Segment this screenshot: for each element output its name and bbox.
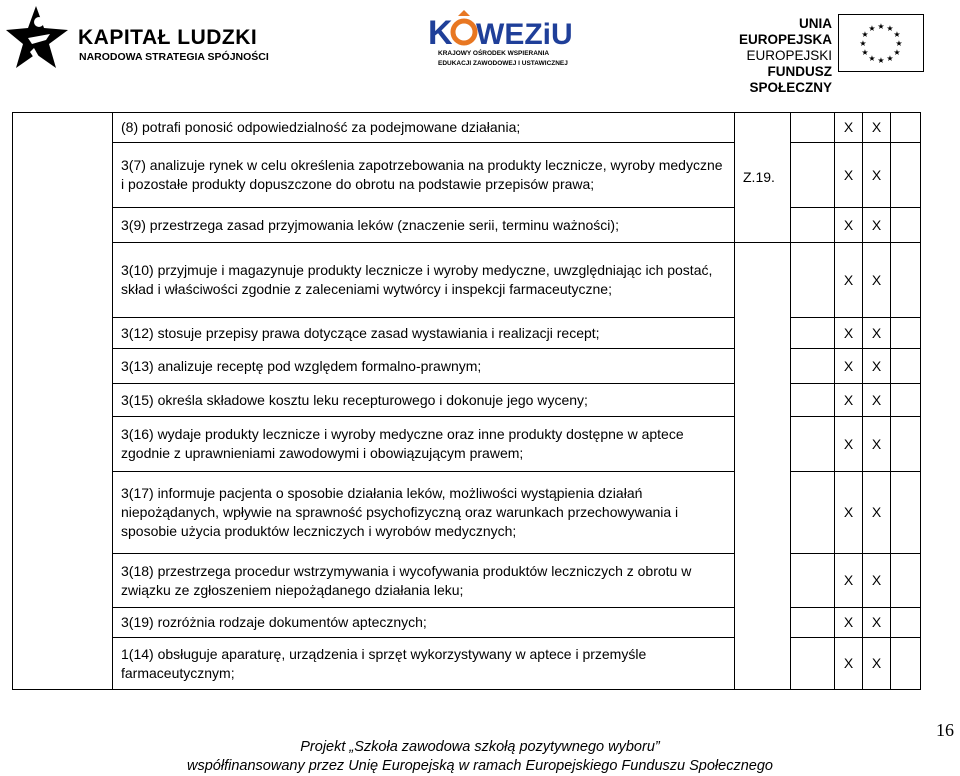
eu-flag-icon [838,14,924,72]
mark-cell: X [863,608,891,638]
mark-cell: X [835,349,863,384]
outcome-text: 3(19) rozróżnia rodzaje dokumentów aptecznych; [113,608,735,638]
empty-cell [791,243,835,318]
empty-cell [791,472,835,554]
eu-social-fund-logo [706,14,946,95]
mark-cell: X [863,417,891,472]
svg-text:★: ★ [895,39,903,48]
empty-cell [891,384,921,417]
eu-logo-text [706,16,832,96]
empty-cell [735,243,791,690]
mark-cell: X [863,554,891,608]
outcome-text: 1(14) obsługuje aparaturę, urządzenia i sprzęt wykorzystywany w aptece i przemyśle farmaceutycznym; [113,638,735,690]
svg-text:★: ★ [877,22,885,31]
footer-project-line: Projekt „Szkoła zawodowa szkołą pozytywnego wyboru” [300,739,660,755]
svg-text:★: ★ [886,54,894,63]
mark-cell: X [863,113,891,143]
kowezu-subtitle-1: KRAJOWY OŚRODEK WSPIERANIA [438,50,550,57]
mark-cell: X [863,638,891,690]
page-number: 16 [936,720,954,740]
kowezu-subtitle-2: EDUKACJI ZAWODOWEJ I USTAWICZNEJ [438,60,568,67]
mark-cell: X [863,318,891,349]
footer [0,738,960,776]
mark-cell: X [835,384,863,417]
eu-logo-line-2: EUROPEJSKI [746,48,832,63]
svg-text:★: ★ [893,30,901,39]
empty-cell [791,554,835,608]
empty-cell [891,472,921,554]
kowezu-mark-icon [428,10,573,52]
empty-cell [891,349,921,384]
outcome-text: 3(7) analizuje rynek w celu określenia zapotrzebowania na produkty lecznicze, wyroby medyczne i pozostałe produkty dopuszczone do obrotu na podstawie przepisów prawa; [113,143,735,208]
mark-cell: X [835,554,863,608]
empty-cell [891,417,921,472]
outcome-text: 3(13) analizuje receptę pod względem formalno-prawnym; [113,349,735,384]
svg-text:★: ★ [861,30,869,39]
empty-cell [791,349,835,384]
outcome-text: 3(16) wydaje produkty lecznicze i wyroby medyczne oraz inne produkty dostępne w aptece zgodnie z uprawnieniami zawodowymi i obowiązującym prawem; [113,417,735,472]
kapital-ludzki-title: KAPITAŁ LUDZKI [78,26,258,49]
eu-logo-line-3: FUNDUSZ SPOŁECZNY [749,64,832,95]
mark-cell: X [835,417,863,472]
unit-code-cell: Z.19. [735,113,791,243]
svg-text:★: ★ [861,48,869,57]
empty-cell [791,113,835,143]
empty-cell [891,243,921,318]
empty-cell [791,417,835,472]
empty-cell [791,143,835,208]
mark-cell: X [863,384,891,417]
outcome-text: (8) potrafi ponosić odpowiedzialność za podejmowane działania; [113,113,735,143]
mark-cell: X [863,208,891,243]
blank-column-cell [13,113,113,690]
kapital-ludzki-logo [6,4,269,74]
empty-cell [891,143,921,208]
svg-text:★: ★ [868,54,876,63]
mark-cell: X [863,243,891,318]
footer-funding-line: współfinansowany przez Unię Europejską w ramach Europejskiego Funduszu Społecznego [187,758,773,774]
header-logos [0,0,960,95]
outcome-text: 3(12) stosuje przepisy prawa dotyczące zasad wystawiania i realizacji recept; [113,318,735,349]
outcome-text: 3(15) określa składowe kosztu leku recepturowego i dokonuje jego wyceny; [113,384,735,417]
mark-cell: X [835,318,863,349]
mark-cell: X [835,472,863,554]
outcome-text: 3(9) przestrzega zasad przyjmowania leków (znaczenie serii, terminu ważności); [113,208,735,243]
outcome-text: 3(18) przestrzega procedur wstrzymywania i wycofywania produktów leczniczych z obrotu w związku ze zgłoszeniem niepożądanego działania leku; [113,554,735,608]
svg-text:★: ★ [886,24,894,33]
svg-text:★: ★ [893,48,901,57]
kowezu-logo [428,10,578,72]
outcome-text: 3(17) informuje pacjenta o sposobie działania leków, możliwości wystąpienia działań niepożądanych, wpływie na sprawność psychofizyczną oraz warunkach przechowywania i sposobie użycia produktów leczniczych i wyrobów medycznych; [113,472,735,554]
kapital-ludzki-star-icon [6,4,74,74]
empty-cell [891,208,921,243]
mark-cell: X [835,143,863,208]
empty-cell [891,113,921,143]
svg-text:★: ★ [859,39,867,48]
table-row [13,243,921,318]
mark-cell: X [835,243,863,318]
empty-cell [891,608,921,638]
svg-text:WEZiU: WEZiU [476,18,573,51]
empty-cell [891,318,921,349]
table-row [13,113,921,143]
mark-cell: X [863,349,891,384]
svg-text:K: K [428,14,453,52]
kapital-ludzki-subtitle: NARODOWA STRATEGIA SPÓJNOŚCI [79,51,269,63]
empty-cell [791,608,835,638]
mark-cell: X [835,208,863,243]
empty-cell [891,554,921,608]
empty-cell [791,638,835,690]
mark-cell: X [863,143,891,208]
mark-cell: X [863,472,891,554]
learning-outcomes-table [12,112,921,690]
empty-cell [891,638,921,690]
mark-cell: X [835,638,863,690]
empty-cell [791,384,835,417]
empty-cell [791,208,835,243]
eu-logo-line-1: UNIA EUROPEJSKA [738,16,832,47]
empty-cell [791,318,835,349]
svg-text:★: ★ [868,24,876,33]
outcome-text: 3(10) przyjmuje i magazynuje produkty lecznicze i wyroby medyczne, uwzględniając ich postać, skład i właściwości zgodnie z zaleceniami wytwórcy i inspekcji farmaceutyczne; [113,243,735,318]
mark-cell: X [835,113,863,143]
mark-cell: X [835,608,863,638]
svg-text:★: ★ [877,56,885,65]
